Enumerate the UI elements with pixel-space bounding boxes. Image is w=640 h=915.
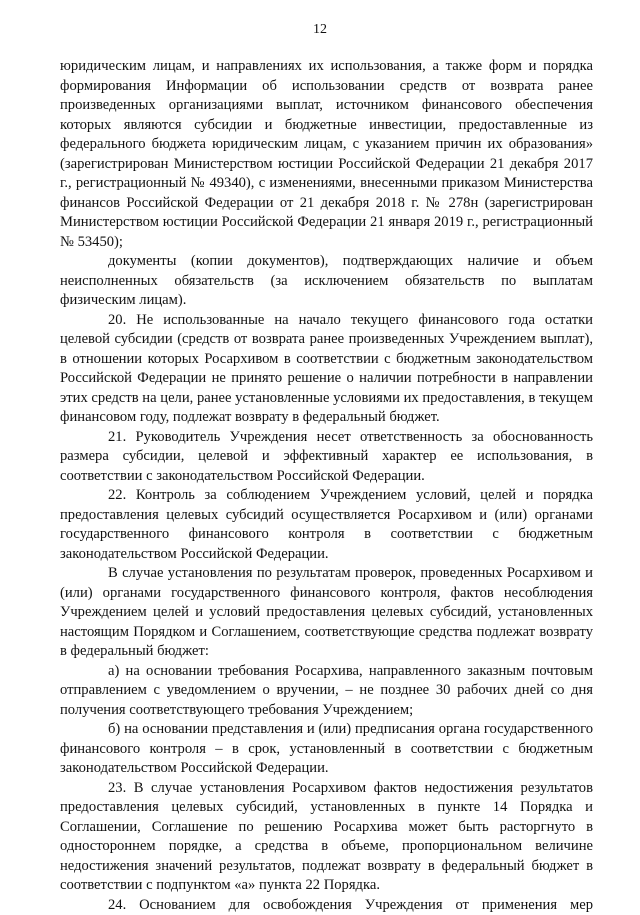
paragraph-21: 21. Руководитель Учреждения несет ответственность за обоснованность размера субсидии, целевой и эффективный характер ее использования, в соответствии с законодательством Российской Федерации. (60, 428, 593, 487)
paragraph-24: 24. Основанием для освобождения Учреждения от применения мер (60, 896, 593, 915)
paragraph-documents: документы (копии документов), подтверждающих наличие и объем неисполненных обязательств (за исключением обязательств по выплатам физическим лицам). (60, 252, 593, 311)
paragraph-20: 20. Не использованные на начало текущего финансового года остатки целевой субсидии (средств от возврата ранее произведенных Учреждением выплат), в отношении которых Росархивом в соответствии с бюджетным законодательством Российской Федерации не принято решение о наличии потребности в направлении этих средств на цели, ранее установленные условиями их предоставления, в текущем финансовом году, подлежат возврату в федеральный бюджет. (60, 311, 593, 428)
paragraph-violations: В случае установления по результатам проверок, проведенных Росархивом и (или) органами государственного финансового контроля, фактов несоблюдения Учреждением целей и условий предоставления целевых субсидий, установленных настоящим Порядком и Соглашением, соответствующие средства подлежат возврату в федеральный бюджет: (60, 564, 593, 662)
document-body (60, 57, 593, 915)
paragraph-item-b: б) на основании представления и (или) предписания органа государственного финансового контроля – в срок, установленный в соответствии с бюджетным законодательством Российской Федерации. (60, 720, 593, 779)
paragraph-23: 23. В случае установления Росархивом фактов недостижения результатов предоставления целевых субсидий, установленных в пункте 14 Порядка и Соглашении, Соглашение по решению Росархива может быть расторгнуто в одностороннем порядке, а средства в объеме, пропорциональном величине недостижения значений результатов, подлежат возврату в федеральный бюджет в соответствии с подпунктом «а» пункта 22 Порядка. (60, 779, 593, 896)
paragraph-continuation: юридическим лицам, и направлениях их использования, а также форм и порядка формирования Информации об использовании средств от возврата ранее произведенных организациями выплат, источником финансового обеспечения которых являются субсидии и бюджетные инвестиции, предоставленные из федерального бюджета юридическим лицам, с указанием причин их образования» (зарегистрирован Министерством юстиции Российской Федерации 21 декабря 2017 г., регистрационный № 49340), с изменениями, внесенными приказом Министерства финансов Российской Федерации от 21 декабря 2018 г. № 278н (зарегистрирован Министерством юстиции Российской Федерации 21 января 2019 г., регистрационный № 53450); (60, 57, 593, 252)
paragraph-item-a: а) на основании требования Росархива, направленного заказным почтовым отправлением с уведомлением о вручении, – не позднее 30 рабочих дней со дня получения соответствующего требования Учреждением; (60, 662, 593, 721)
paragraph-22: 22. Контроль за соблюдением Учреждением условий, целей и порядка предоставления целевых субсидий осуществляется Росархивом и (или) органами государственного финансового контроля в соответствии с бюджетным законодательством Российской Федерации. (60, 486, 593, 564)
page-number: 12 (0, 22, 640, 38)
